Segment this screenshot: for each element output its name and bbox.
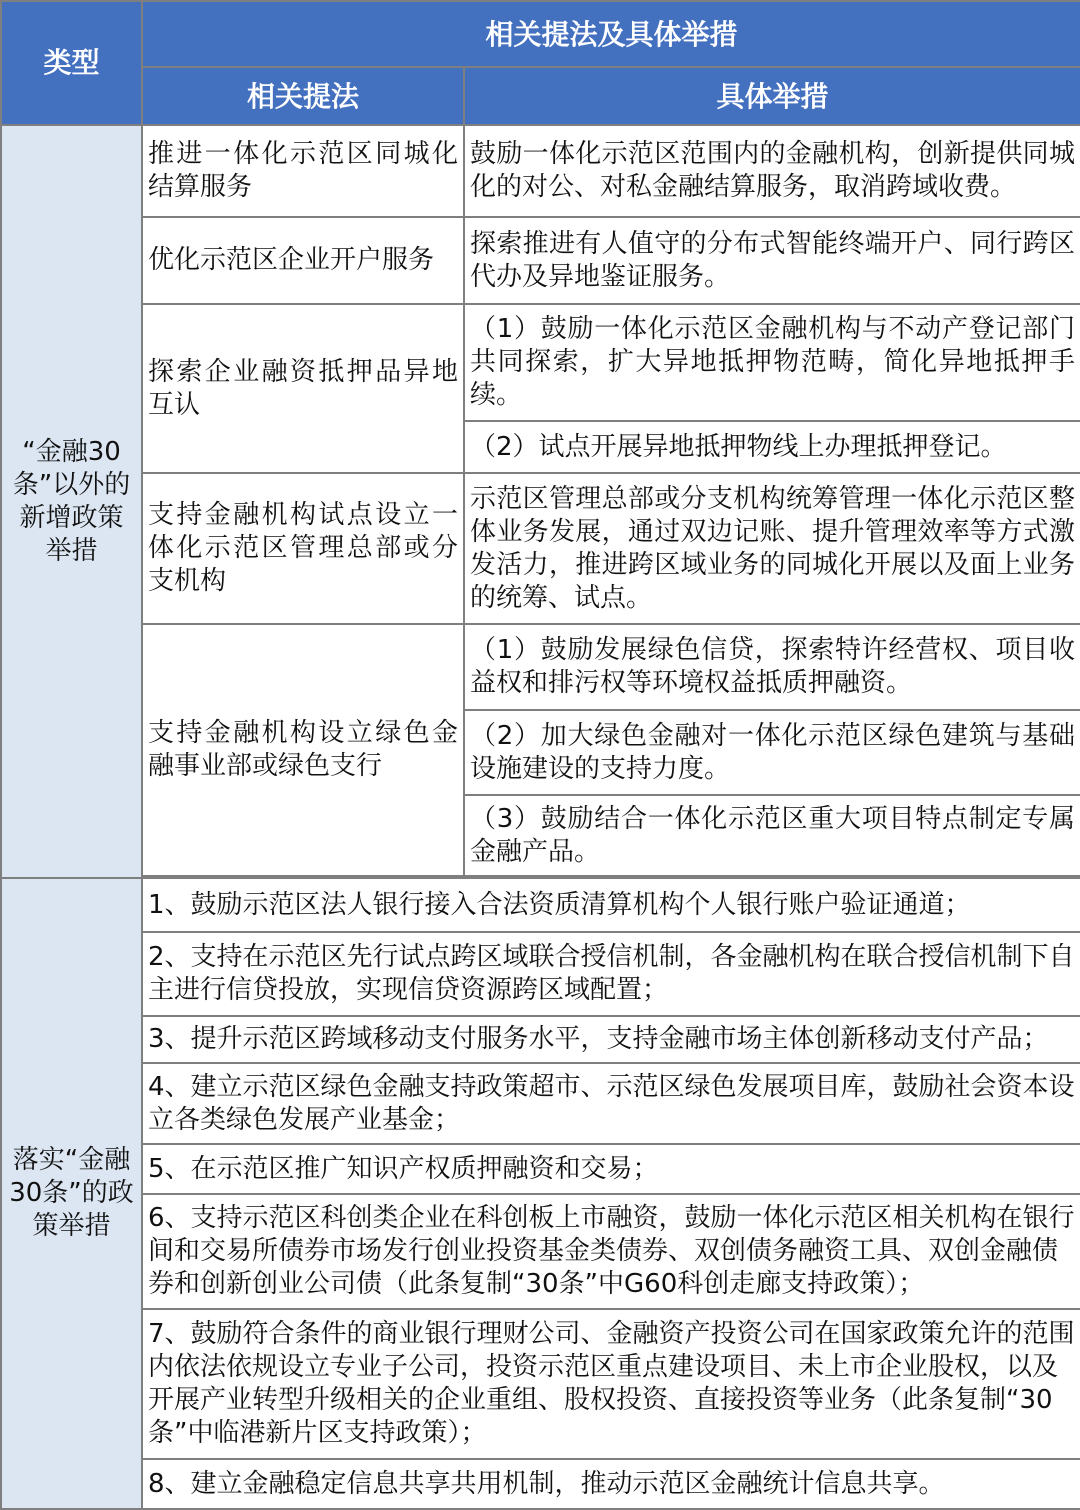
table-row	[1, 1309, 1080, 1459]
list-item: 5、在示范区推广知识产权质押融资和交易；	[142, 1144, 1080, 1194]
table-row	[1, 624, 1080, 710]
table-row	[1, 1144, 1080, 1194]
list-item: 7、鼓励符合条件的商业银行理财公司、金融资产投资公司在国家政策允许的范围内依法依规设立专业子公司，投资示范区重点建设项目、未上市企业股权，以及开展产业转型升级相关的企业重组、股权投资、直接投资等业务（此条复制“30条”中临港新片区支持政策）；	[142, 1309, 1080, 1459]
measure-cell: （2）加大绿色金融对一体化示范区绿色建筑与基础设施建设的支持力度。	[464, 710, 1080, 795]
measure-cell: 探索推进有人值守的分布式智能终端开户、同行跨区代办及异地鉴证服务。	[464, 217, 1080, 304]
table-row	[1, 1016, 1080, 1063]
proposal-column-header: 相关提法	[142, 67, 464, 125]
list-item: 6、支持示范区科创类企业在科创板上市融资，鼓励一体化示范区相关机构在银行间和交易所债券市场发行创业投资基金类债券、双创债务融资工具、双创金融债券和创新创业公司债（此条复制“30条”中G60科创走廊支持政策）；	[142, 1194, 1080, 1309]
proposal-cell: 推进一体化示范区同城化结算服务	[142, 125, 464, 217]
header-row-bottom	[1, 67, 1080, 125]
table-row	[1, 473, 1080, 624]
table-row	[1, 217, 1080, 304]
proposal-cell: 支持金融机构设立绿色金融事业部或绿色支行	[142, 624, 464, 876]
measure-cell: （3）鼓励结合一体化示范区重大项目特点制定专属金融产品。	[464, 795, 1080, 876]
list-item: 2、支持在示范区先行试点跨区域联合授信机制，各金融机构在联合授信机制下自主进行信贷投放，实现信贷资源跨区域配置；	[142, 932, 1080, 1016]
section-type-new-measures: “金融30条”以外的新增政策举措	[1, 125, 142, 878]
measure-cell: （1）鼓励发展绿色信贷，探索特许经营权、项目收益权和排污权等环境权益抵质押融资。	[464, 624, 1080, 710]
measure-cell: 鼓励一体化示范区范围内的金融机构，创新提供同城化的对公、对私金融结算服务，取消跨域收费。	[464, 125, 1080, 217]
header-row-top	[1, 1, 1080, 67]
proposal-cell: 支持金融机构试点设立一体化示范区管理总部或分支机构	[142, 473, 464, 624]
section-type-implementation: 落实“金融30条”的政策举措	[1, 878, 142, 1509]
measure-cell: 示范区管理总部或分支机构统筹管理一体化示范区整体业务发展，通过双边记账、提升管理效率等方式激发活力，推进跨区域业务的同城化开展以及面上业务的统筹、试点。	[464, 473, 1080, 624]
table-row	[1, 1063, 1080, 1144]
list-item: 1、鼓励示范区法人银行接入合法资质清算机构个人银行账户验证通道；	[142, 878, 1080, 932]
table-row	[1, 1194, 1080, 1309]
type-header: 类型	[1, 1, 142, 125]
list-item: 3、提升示范区跨域移动支付服务水平，支持金融市场主体创新移动支付产品；	[142, 1016, 1080, 1063]
group-header: 相关提法及具体举措	[142, 1, 1080, 67]
list-item: 8、建立金融稳定信息共享共用机制，推动示范区金融统计信息共享。	[142, 1459, 1080, 1509]
table-row	[1, 125, 1080, 217]
proposal-cell: 优化示范区企业开户服务	[142, 217, 464, 304]
measures-column-header: 具体举措	[464, 67, 1080, 125]
table-row	[1, 878, 1080, 932]
measure-cell: （2）试点开展异地抵押物线上办理抵押登记。	[464, 421, 1080, 473]
proposal-cell: 探索企业融资抵押品异地互认	[142, 304, 464, 473]
measure-cell: （1）鼓励一体化示范区金融机构与不动产登记部门共同探索，扩大异地抵押物范畴，简化异地抵押手续。	[464, 304, 1080, 421]
table-row	[1, 932, 1080, 1016]
table-row	[1, 304, 1080, 421]
list-item: 4、建立示范区绿色金融支持政策超市、示范区绿色发展项目库，鼓励社会资本设立各类绿色发展产业基金；	[142, 1063, 1080, 1144]
table-row	[1, 1459, 1080, 1509]
